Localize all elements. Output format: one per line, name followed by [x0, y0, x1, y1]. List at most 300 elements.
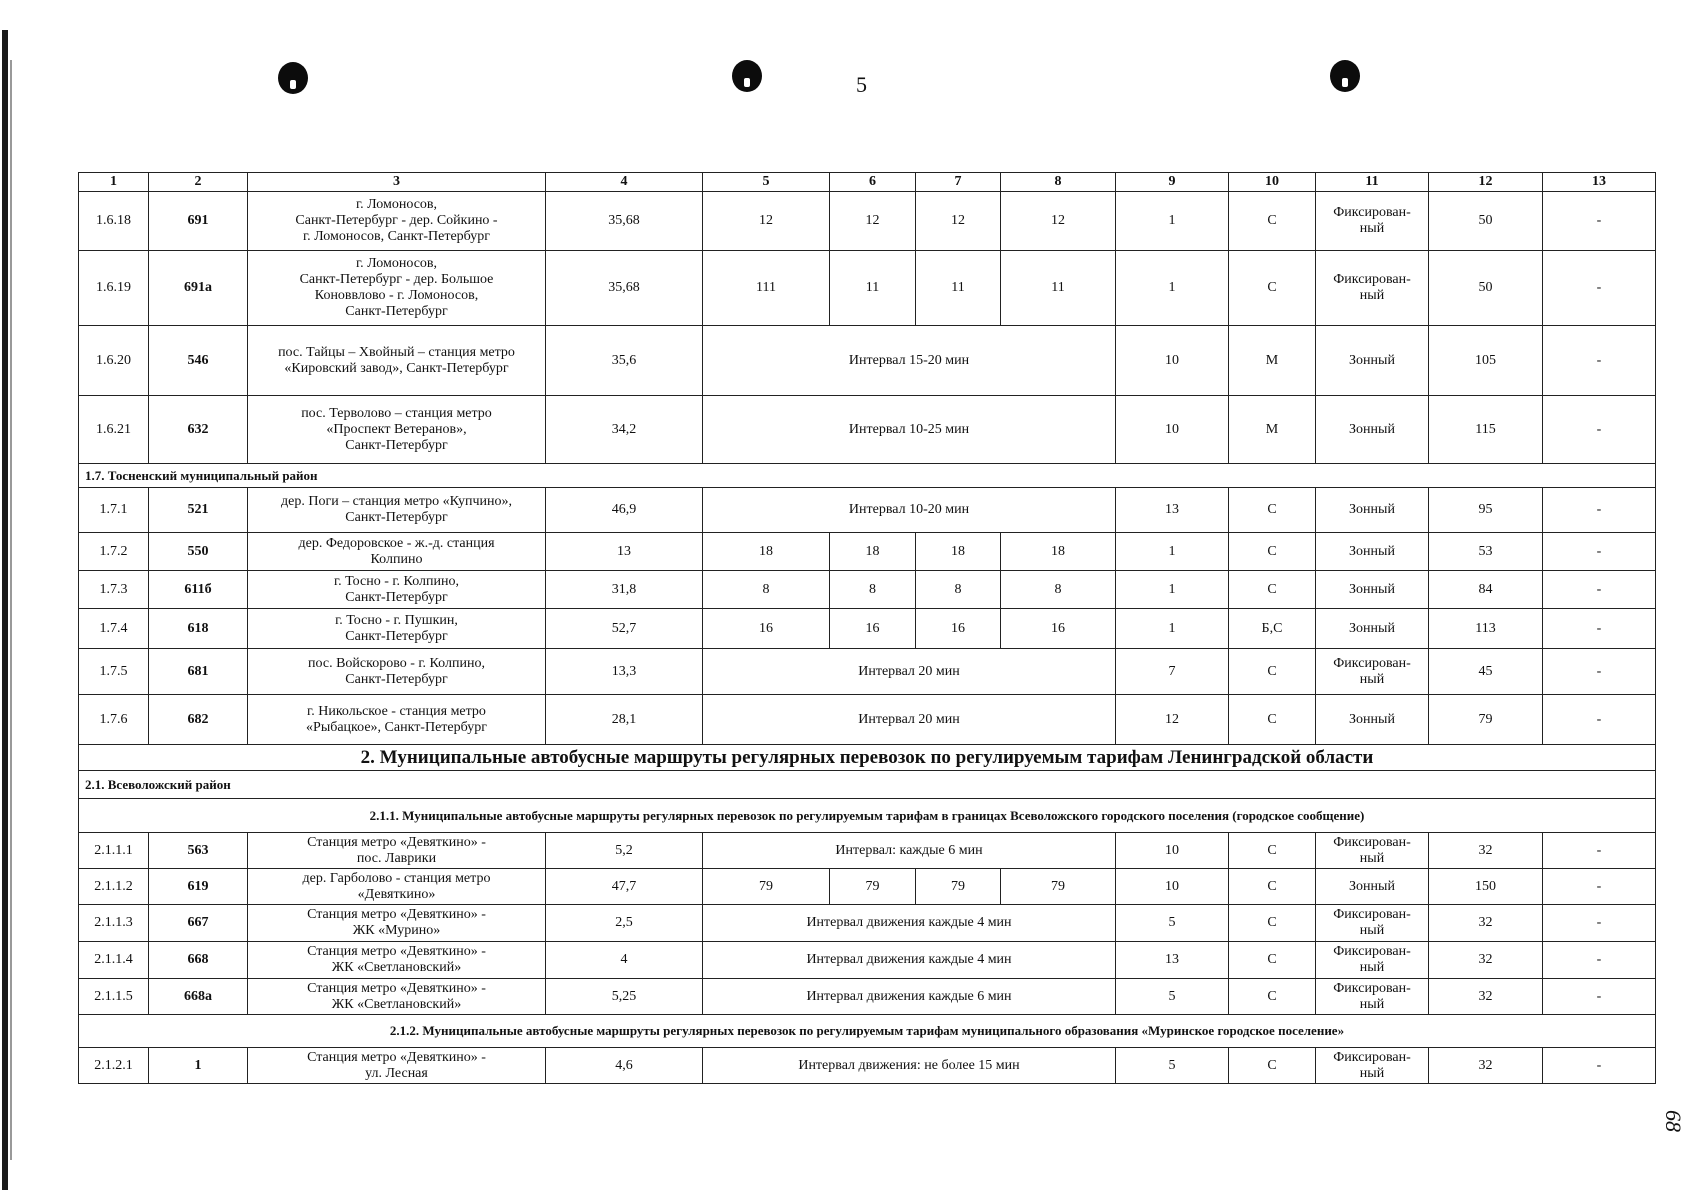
tariff-type-cell: [1316, 942, 1429, 979]
value-cell-9: [1116, 488, 1229, 533]
tariff-value-cell-text: 105: [1475, 352, 1496, 368]
route-length-cell-text: 47,7: [611, 878, 637, 894]
column-header: 3: [248, 173, 546, 192]
interval-cell-text: Интервал 20 мин: [858, 663, 960, 679]
value-cell-13-text: -: [1596, 952, 1602, 967]
tariff-type-cell: [1316, 905, 1429, 942]
value-cell-13-text: -: [1596, 842, 1602, 858]
route-length-cell-text: 5,2: [615, 842, 633, 858]
tariff-value-cell-text: 79: [1478, 711, 1493, 727]
route-length-cell: [546, 833, 703, 869]
value-cell-13-text: -: [1596, 663, 1602, 679]
value-cell-9: [1116, 533, 1229, 571]
value-cell-6: [830, 533, 916, 571]
row-index-cell: [79, 251, 149, 326]
scan-edge-line: [10, 60, 12, 1160]
route-number-cell: [149, 695, 248, 745]
route-length-cell-text: 5,25: [611, 988, 637, 1004]
row-index-cell: [79, 1048, 149, 1084]
route-name-cell: [248, 326, 546, 396]
row-index-cell: [79, 533, 149, 571]
value-cell-13-text: -: [1596, 878, 1602, 894]
value-cell-8: [1001, 251, 1116, 326]
value-cell-8-text: 12: [1051, 213, 1065, 228]
route-number-cell: [149, 1048, 248, 1084]
tariff-value-cell: [1429, 942, 1543, 979]
tariff-type-cell-text: Зонный: [1349, 620, 1395, 636]
value-cell-13: [1543, 571, 1656, 609]
tariff-type-cell-text: Фиксирован- ный: [1333, 1049, 1411, 1081]
value-cell-13: [1543, 695, 1656, 745]
tariff-type-cell: [1316, 488, 1429, 533]
punch-hole-mark: [1330, 60, 1360, 92]
value-cell-7-text: 16: [951, 620, 965, 636]
interval-cell-text: Интервал 20 мин: [858, 711, 960, 727]
value-cell-6-text: 12: [865, 213, 880, 228]
value-cell-9-text: 5: [1168, 915, 1176, 930]
value-cell-13-text: -: [1596, 1057, 1602, 1073]
tariff-type-cell: [1316, 695, 1429, 745]
route-name-cell-text: г. Тосно - г. Колпино, Санкт-Петербург: [334, 573, 459, 605]
chapter-header-row: [79, 745, 1656, 771]
value-cell-6-text: 79: [865, 878, 880, 894]
value-cell-9: [1116, 609, 1229, 649]
value-cell-5-text: 18: [759, 543, 773, 559]
vehicle-class-cell-text: С: [1267, 1057, 1277, 1073]
tariff-type-cell: [1316, 979, 1429, 1015]
tariff-value-cell: [1429, 533, 1543, 571]
interval-cell-text: Интервал: каждые 6 мин: [835, 842, 983, 858]
column-header: 8: [1001, 173, 1116, 192]
route-name-cell-text: Станция метро «Девяткино» - ЖК «Светлановский»: [307, 980, 486, 1012]
route-name-cell-text: дер. Гарболово - станция метро «Девяткино»: [302, 870, 491, 902]
tariff-value-cell: [1429, 695, 1543, 745]
vehicle-class-cell-text: С: [1267, 842, 1277, 858]
value-cell-13: [1543, 869, 1656, 905]
tariff-value-cell: [1429, 326, 1543, 396]
table-row: [79, 488, 1656, 533]
vehicle-class-cell: [1229, 609, 1316, 649]
value-cell-9: [1116, 192, 1229, 251]
interval-cell-text: Интервал движения каждые 6 мин: [806, 988, 1012, 1004]
column-header: 7: [916, 173, 1001, 192]
route-length-cell: [546, 396, 703, 464]
table-row: [79, 192, 1656, 251]
table-row: [79, 396, 1656, 464]
route-name-cell: [248, 695, 546, 745]
subsection-title-text: 2.1.1. Муниципальные автобусные маршруты регулярных перевозок по регулируемым тарифам в границах Всеволожского городского поселения (городское сообщение): [369, 807, 1365, 823]
row-index-cell: [79, 869, 149, 905]
column-number-header-row: [79, 173, 1656, 192]
value-cell-5-text: 79: [759, 878, 773, 894]
row-index-cell: [79, 192, 149, 251]
value-cell-8-text: 16: [1051, 620, 1065, 636]
value-cell-9: [1116, 649, 1229, 695]
value-cell-8-text: 79: [1051, 878, 1065, 894]
route-name-cell-text: пос. Тайцы – Хвойный – станция метро «Кировский завод», Санкт-Петербург: [278, 344, 515, 376]
row-index-cell: [79, 942, 149, 979]
value-cell-9-text: 10: [1165, 842, 1179, 858]
value-cell-8: [1001, 609, 1116, 649]
tariff-value-cell-text: 50: [1478, 213, 1493, 228]
value-cell-9-text: 13: [1165, 502, 1179, 517]
route-number-cell: [149, 833, 248, 869]
vehicle-class-cell-text: С: [1267, 581, 1277, 597]
route-name-cell-text: пос. Терволово – станция метро «Проспект Ветеранов», Санкт-Петербург: [301, 405, 492, 453]
value-cell-9-text: 1: [1168, 213, 1176, 228]
section-header-row: [79, 771, 1656, 799]
route-number-cell-text: 619: [187, 878, 209, 894]
route-number-cell-text: 1: [194, 1057, 202, 1073]
tariff-value-cell: [1429, 251, 1543, 326]
interval-cell: [703, 905, 1116, 942]
table-row: [79, 905, 1656, 942]
vehicle-class-cell: [1229, 488, 1316, 533]
vehicle-class-cell-text: С: [1267, 952, 1277, 967]
route-length-cell-text: 4,6: [615, 1057, 633, 1073]
value-cell-5: [703, 609, 830, 649]
section-title-text: 2.1. Всеволожский район: [85, 776, 231, 792]
value-cell-7-text: 12: [951, 213, 965, 228]
value-cell-6: [830, 869, 916, 905]
row-index-cell-text: 1.7.6: [99, 711, 128, 727]
row-index-cell-text: 1.7.5: [99, 663, 128, 679]
vehicle-class-cell: [1229, 571, 1316, 609]
value-cell-13: [1543, 396, 1656, 464]
chapter-title: [79, 745, 1656, 771]
tariff-type-cell: [1316, 609, 1429, 649]
value-cell-13-text: -: [1596, 620, 1602, 636]
punch-hole-mark: [732, 60, 762, 92]
route-number-cell-text: 682: [187, 711, 209, 727]
table-row: [79, 649, 1656, 695]
vehicle-class-cell: [1229, 833, 1316, 869]
vehicle-class-cell-text: М: [1265, 352, 1279, 368]
tariff-type-cell: [1316, 326, 1429, 396]
value-cell-13-text: -: [1596, 988, 1602, 1004]
tariff-type-cell-text: Зонный: [1349, 352, 1395, 368]
column-header: 6: [830, 173, 916, 192]
row-index-cell: [79, 571, 149, 609]
value-cell-9: [1116, 695, 1229, 745]
value-cell-6-text: 18: [865, 543, 880, 559]
vehicle-class-cell-text: Б,С: [1261, 620, 1283, 636]
value-cell-9-text: 10: [1165, 878, 1179, 894]
column-header: 9: [1116, 173, 1229, 192]
row-index-cell: [79, 396, 149, 464]
tariff-value-cell: [1429, 488, 1543, 533]
value-cell-9-text: 1: [1168, 620, 1176, 636]
tariff-value-cell: [1429, 979, 1543, 1015]
route-name-cell: [248, 488, 546, 533]
route-number-cell: [149, 905, 248, 942]
route-length-cell-text: 35,6: [611, 352, 637, 368]
tariff-type-cell-text: Зонный: [1349, 543, 1395, 559]
row-index-cell-text: 1.7.4: [99, 620, 128, 636]
route-number-cell: [149, 251, 248, 326]
side-page-number: 68: [1661, 1110, 1686, 1132]
section-title: [79, 771, 1656, 799]
vehicle-class-cell: [1229, 533, 1316, 571]
vehicle-class-cell-text: С: [1267, 502, 1277, 517]
route-name-cell: [248, 396, 546, 464]
value-cell-6: [830, 251, 916, 326]
row-index-cell-text: 1.7.1: [99, 502, 128, 517]
route-number-cell-text: 563: [187, 842, 209, 858]
value-cell-9: [1116, 1048, 1229, 1084]
value-cell-9: [1116, 251, 1229, 326]
route-length-cell-text: 13,3: [611, 663, 637, 679]
value-cell-13-text: -: [1596, 352, 1602, 368]
section-title: [79, 464, 1656, 488]
value-cell-9: [1116, 396, 1229, 464]
route-length-cell-text: 4: [620, 952, 628, 967]
route-length-cell-text: 13: [617, 543, 631, 559]
subsection-header-row: [79, 799, 1656, 833]
vehicle-class-cell-text: М: [1265, 421, 1279, 437]
row-index-cell: [79, 326, 149, 396]
route-number-cell: [149, 869, 248, 905]
value-cell-5: [703, 192, 830, 251]
route-length-cell: [546, 609, 703, 649]
interval-cell: [703, 979, 1116, 1015]
row-index-cell-text: 1.7.2: [99, 543, 128, 559]
route-length-cell-text: 52,7: [611, 620, 637, 636]
value-cell-9-text: 10: [1165, 421, 1179, 437]
value-cell-13-text: -: [1596, 711, 1602, 727]
tariff-value-cell: [1429, 571, 1543, 609]
row-index-cell-text: 2.1.2.1: [94, 1057, 133, 1073]
value-cell-7: [916, 251, 1001, 326]
route-length-cell: [546, 533, 703, 571]
scan-edge-shadow: [2, 30, 8, 1190]
tariff-type-cell: [1316, 251, 1429, 326]
interval-cell-text: Интервал движения: не более 15 мин: [798, 1057, 1020, 1073]
route-number-cell: [149, 326, 248, 396]
tariff-type-cell-text: Зонный: [1349, 711, 1395, 727]
interval-cell: [703, 942, 1116, 979]
route-name-cell: [248, 609, 546, 649]
subsection-title: [79, 1015, 1656, 1048]
value-cell-8: [1001, 192, 1116, 251]
route-number-cell-text: 667: [187, 915, 209, 930]
route-number-cell: [149, 571, 248, 609]
route-length-cell: [546, 326, 703, 396]
row-index-cell: [79, 649, 149, 695]
value-cell-7-text: 18: [951, 543, 965, 559]
value-cell-13: [1543, 1048, 1656, 1084]
tariff-type-cell-text: Зонный: [1349, 421, 1395, 437]
row-index-cell-text: 1.6.18: [96, 213, 131, 228]
value-cell-9: [1116, 571, 1229, 609]
tariff-value-cell: [1429, 609, 1543, 649]
value-cell-9-text: 7: [1168, 663, 1176, 679]
vehicle-class-cell: [1229, 905, 1316, 942]
punch-hole-mark: [278, 62, 308, 94]
route-name-cell-text: Станция метро «Девяткино» - ЖК «Мурино»: [307, 907, 486, 938]
interval-cell: [703, 396, 1116, 464]
column-header: 1: [79, 173, 149, 192]
vehicle-class-cell: [1229, 326, 1316, 396]
tariff-value-cell-text: 32: [1478, 988, 1493, 1004]
table-row: [79, 695, 1656, 745]
tariff-type-cell-text: Фиксирован- ный: [1333, 980, 1411, 1012]
value-cell-7: [916, 869, 1001, 905]
value-cell-7: [916, 533, 1001, 571]
row-index-cell: [79, 979, 149, 1015]
route-length-cell: [546, 192, 703, 251]
table-row: [79, 942, 1656, 979]
value-cell-9: [1116, 905, 1229, 942]
value-cell-9-text: 1: [1168, 581, 1176, 597]
tariff-type-cell: [1316, 1048, 1429, 1084]
value-cell-5-text: 12: [759, 213, 773, 228]
tariff-value-cell-text: 32: [1478, 842, 1493, 858]
route-number-cell: [149, 942, 248, 979]
interval-cell-text: Интервал движения каждые 4 мин: [806, 952, 1012, 967]
route-length-cell: [546, 695, 703, 745]
route-number-cell-text: 618: [187, 620, 209, 636]
row-index-cell-text: 2.1.1.1: [94, 842, 133, 858]
route-number-cell-text: 521: [187, 502, 209, 517]
tariff-value-cell-text: 32: [1478, 952, 1493, 967]
value-cell-13: [1543, 488, 1656, 533]
value-cell-7-text: 8: [954, 581, 962, 597]
column-header: 5: [703, 173, 830, 192]
route-name-cell: [248, 251, 546, 326]
value-cell-13: [1543, 979, 1656, 1015]
value-cell-7: [916, 609, 1001, 649]
value-cell-9-text: 12: [1165, 711, 1179, 727]
value-cell-9-text: 1: [1168, 543, 1176, 559]
vehicle-class-cell-text: С: [1267, 988, 1277, 1004]
tariff-type-cell-text: Фиксирован- ный: [1333, 944, 1411, 975]
value-cell-6-text: 16: [865, 620, 880, 636]
tariff-type-cell-text: Зонный: [1349, 878, 1395, 894]
value-cell-9: [1116, 326, 1229, 396]
route-name-cell-text: Станция метро «Девяткино» - ЖК «Светлановский»: [307, 944, 486, 975]
value-cell-9: [1116, 833, 1229, 869]
value-cell-5: [703, 533, 830, 571]
route-name-cell-text: пос. Войскорово - г. Колпино, Санкт-Петербург: [308, 655, 485, 687]
value-cell-8-text: 11: [1051, 280, 1065, 295]
column-header: 13: [1543, 173, 1656, 192]
tariff-type-cell-text: Фиксирован- ный: [1333, 205, 1411, 236]
tariff-value-cell: [1429, 905, 1543, 942]
route-length-cell: [546, 1048, 703, 1084]
value-cell-13: [1543, 533, 1656, 571]
vehicle-class-cell: [1229, 396, 1316, 464]
tariff-value-cell-text: 113: [1475, 620, 1496, 636]
value-cell-9-text: 5: [1168, 988, 1176, 1004]
table-row: [79, 833, 1656, 869]
value-cell-5: [703, 869, 830, 905]
route-name-cell-text: дер. Федоровское - ж.-д. станция Колпино: [298, 535, 495, 567]
value-cell-5: [703, 571, 830, 609]
route-name-cell-text: Станция метро «Девяткино» - ул. Лесная: [307, 1049, 486, 1081]
route-number-cell-text: 681: [187, 663, 209, 679]
tariff-type-cell-text: Фиксирован- ный: [1333, 655, 1411, 687]
route-name-cell: [248, 1048, 546, 1084]
vehicle-class-cell: [1229, 192, 1316, 251]
route-length-cell: [546, 979, 703, 1015]
tariff-value-cell: [1429, 649, 1543, 695]
interval-cell: [703, 649, 1116, 695]
tariff-value-cell: [1429, 396, 1543, 464]
interval-cell: [703, 695, 1116, 745]
value-cell-13-text: -: [1596, 213, 1602, 228]
value-cell-7-text: 79: [951, 878, 965, 894]
row-index-cell-text: 1.6.20: [96, 352, 131, 368]
value-cell-9-text: 13: [1165, 952, 1179, 967]
value-cell-7: [916, 571, 1001, 609]
route-length-cell-text: 2,5: [615, 915, 633, 930]
route-number-cell-text: 550: [187, 543, 209, 559]
tariff-type-cell: [1316, 649, 1429, 695]
column-header: 4: [546, 173, 703, 192]
vehicle-class-cell-text: С: [1267, 213, 1277, 228]
interval-cell: [703, 326, 1116, 396]
column-header: 12: [1429, 173, 1543, 192]
routes-table: [78, 172, 1656, 1084]
tariff-value-cell-text: 95: [1478, 502, 1493, 517]
value-cell-9: [1116, 869, 1229, 905]
tariff-value-cell-text: 150: [1475, 878, 1496, 894]
value-cell-6: [830, 571, 916, 609]
table-row: [79, 251, 1656, 326]
interval-cell: [703, 833, 1116, 869]
table-row: [79, 533, 1656, 571]
table-row: [79, 869, 1656, 905]
route-length-cell: [546, 571, 703, 609]
route-name-cell-text: г. Никольское - станция метро «Рыбацкое», Санкт-Петербург: [306, 703, 487, 735]
table-row: [79, 326, 1656, 396]
value-cell-8: [1001, 533, 1116, 571]
row-index-cell-text: 1.7.3: [99, 581, 128, 597]
value-cell-13: [1543, 942, 1656, 979]
tariff-value-cell-text: 32: [1478, 915, 1493, 930]
route-name-cell-text: г. Тосно - г. Пушкин, Санкт-Петербург: [335, 612, 458, 644]
value-cell-8: [1001, 571, 1116, 609]
route-number-cell: [149, 488, 248, 533]
route-name-cell-text: г. Ломоносов, Санкт-Петербург - дер. Большое Коноввлово - г. Ломоносов, Санкт-Петербург: [299, 256, 494, 319]
value-cell-13-text: -: [1596, 581, 1602, 597]
vehicle-class-cell: [1229, 979, 1316, 1015]
row-index-cell-text: 1.6.19: [96, 280, 131, 295]
route-length-cell: [546, 905, 703, 942]
value-cell-5-text: 8: [762, 581, 770, 597]
subsection-title: [79, 799, 1656, 833]
route-name-cell: [248, 649, 546, 695]
value-cell-13: [1543, 833, 1656, 869]
route-number-cell-text: 546: [187, 352, 209, 368]
value-cell-13: [1543, 326, 1656, 396]
subsection-title-text: 2.1.2. Муниципальные автобусные маршруты регулярных перевозок по регулируемым тарифам муниципального образования «Муринское городское поселение»: [389, 1023, 1345, 1038]
route-length-cell: [546, 488, 703, 533]
route-length-cell: [546, 869, 703, 905]
value-cell-6-text: 8: [869, 581, 876, 597]
route-number-cell: [149, 649, 248, 695]
route-name-cell-text: дер. Поги – станция метро «Купчино», Санкт-Петербург: [281, 494, 512, 525]
row-index-cell-text: 2.1.1.3: [94, 915, 133, 930]
tariff-type-cell-text: Фиксирован- ный: [1333, 272, 1411, 303]
tariff-value-cell: [1429, 833, 1543, 869]
route-number-cell-text: 611б: [184, 581, 212, 597]
tariff-value-cell-text: 45: [1478, 663, 1493, 679]
value-cell-13-text: -: [1596, 915, 1602, 930]
route-name-cell: [248, 192, 546, 251]
route-length-cell-text: 46,9: [611, 502, 637, 517]
